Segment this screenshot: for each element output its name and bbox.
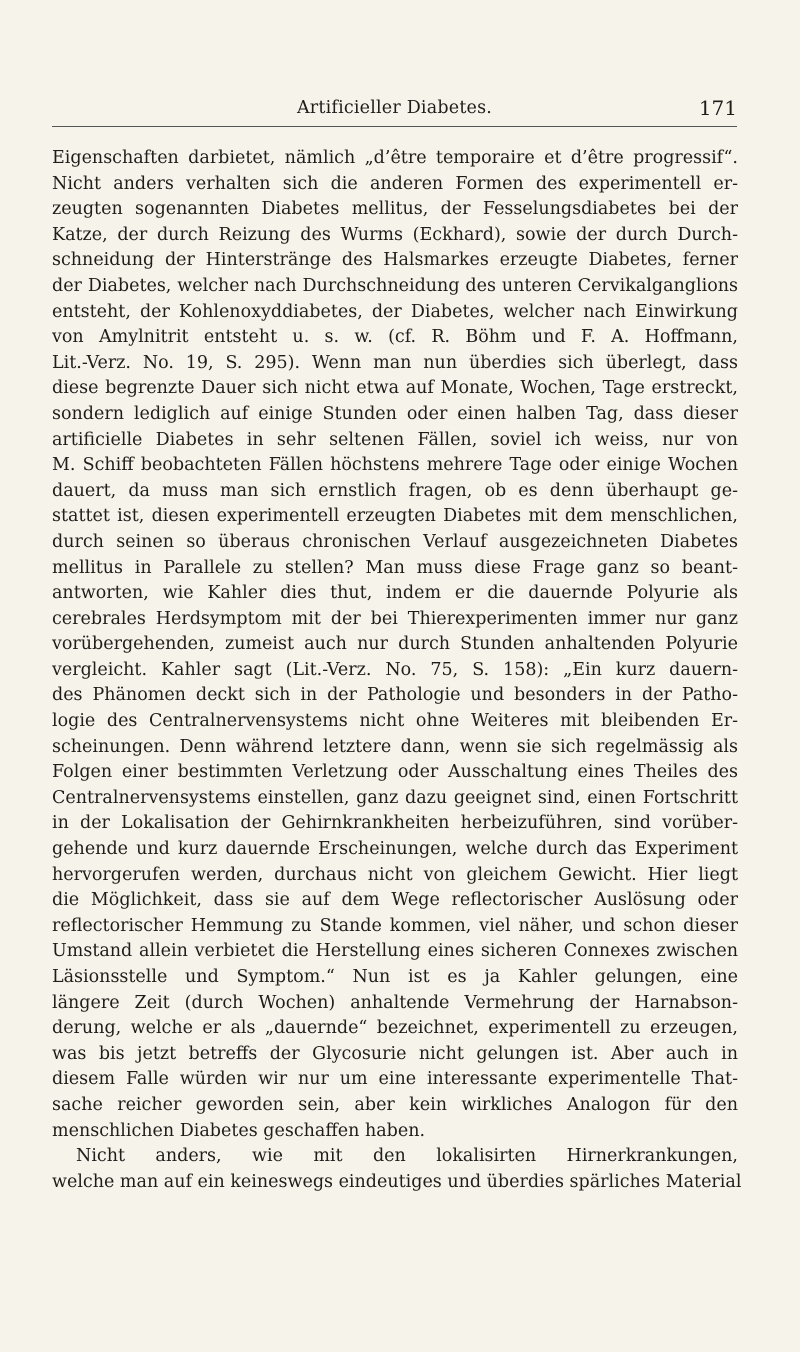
- text-line: des Phänomen deckt sich in der Pathologie und besonders in der Patho-: [52, 685, 738, 706]
- text-line: entsteht, der Kohlenoxyddiabetes, der Diabetes, welcher nach Einwirkung: [52, 301, 738, 322]
- text-line: cerebrales Herdsymptom mit der bei Thierexperimenten immer nur ganz: [52, 608, 738, 629]
- text-line: Umstand allein verbietet die Herstellung eines sicheren Connexes zwischen: [52, 941, 738, 962]
- text-line: scheinungen. Denn während letztere dann, wenn sie sich regelmässig als: [52, 736, 738, 757]
- text-line: welche man auf ein keineswegs eindeutiges und überdies spärliches Material: [52, 1171, 742, 1192]
- text-line: vorübergehenden, zumeist auch nur durch Stunden anhaltenden Polyurie: [52, 634, 738, 655]
- running-title: Artificieller Diabetes.: [296, 98, 493, 118]
- text-line: Folgen einer bestimmten Verletzung oder Ausschaltung eines Theiles des: [52, 762, 738, 783]
- text-line: Läsionsstelle und Symptom.“ Nun ist es ja Kahler gelungen, eine: [52, 967, 738, 987]
- text-line: hervorgerufen werden, durchaus nicht von gleichem Gewicht. Hier liegt: [52, 864, 738, 885]
- text-line: M. Schiff beobachteten Fällen höchstens mehrere Tage oder einige Wochen: [52, 455, 738, 476]
- text-line: gehende und kurz dauernde Erscheinungen, welche durch das Experiment: [52, 839, 738, 860]
- body-text: [52, 146, 742, 1195]
- text-line: dauert, da muss man sich ernstlich fragen, ob es denn überhaupt ge-: [52, 480, 738, 501]
- text-line: durch seinen so überaus chronischen Verlauf ausgezeichneten Diabetes: [52, 531, 738, 552]
- text-line: diesem Falle würden wir nur um eine interessante experimentelle That-: [52, 1069, 738, 1090]
- text-line: reflectorischer Hemmung zu Stande kommen, viel näher, und schon dieser: [52, 915, 738, 936]
- text-line: artificielle Diabetes in sehr seltenen Fällen, soviel ich weiss, nur von: [52, 429, 738, 450]
- text-line: sache reicher geworden sein, aber kein wirkliches Analogon für den: [52, 1094, 738, 1115]
- text-line: Centralnervensystems einstellen, ganz dazu geeignet sind, einen Fortschritt: [52, 787, 738, 808]
- text-line: sondern lediglich auf einige Stunden oder einen halben Tag, dass dieser: [52, 403, 738, 424]
- text-line: antworten, wie Kahler dies thut, indem er die dauernde Polyurie als: [52, 583, 738, 604]
- text-line: in der Lokalisation der Gehirnkrankheiten herbeizuführen, sind vorüber-: [52, 813, 738, 834]
- text-line: logie des Centralnervensystems nicht ohne Weiteres mit bleibenden Er-: [52, 711, 738, 732]
- text-line: längere Zeit (durch Wochen) anhaltende Vermehrung der Harnabson-: [52, 992, 738, 1013]
- text-line: stattet ist, diesen experimentell erzeugten Diabetes mit dem menschlichen,: [52, 506, 738, 527]
- text-line: diese begrenzte Dauer sich nicht etwa auf Monate, Wochen, Tage erstreckt,: [52, 378, 738, 399]
- text-line: was bis jetzt betreffs der Glycosurie nicht gelungen ist. Aber auch in: [52, 1043, 738, 1064]
- text-line: Lit.-Verz. No. 19, S. 295). Wenn man nun überdies sich überlegt, dass: [52, 352, 738, 373]
- text-line: Eigenschaften darbietet, nämlich „d’être temporaire et d’être progressif“.: [52, 148, 738, 168]
- text-line: derung, welche er als „dauernde“ bezeichnet, experimentell zu erzeugen,: [52, 1018, 738, 1039]
- text-line: die Möglichkeit, dass sie auf dem Wege reflectorischer Auslösung oder: [52, 890, 738, 911]
- text-line: mellitus in Parallele zu stellen? Man muss diese Frage ganz so beant-: [52, 557, 738, 578]
- text-line: Nicht anders, wie mit den lokalisirten Hirnerkrankungen,: [76, 1146, 738, 1167]
- text-line: der Diabetes, welcher nach Durchschneidung des unteren Cervikalganglions: [52, 275, 738, 296]
- text-line: menschlichen Diabetes geschaffen haben.: [52, 1120, 426, 1141]
- text-line: schneidung der Hinterstränge des Halsmarkes erzeugte Diabetes, ferner: [52, 250, 738, 271]
- text-line: zeugten sogenannten Diabetes mellitus, der Fesselungsdiabetes bei der: [52, 199, 738, 220]
- text-line: Katze, der durch Reizung des Wurms (Eckhard), sowie der durch Durch-: [52, 224, 738, 245]
- text-line: von Amylnitrit entsteht u. s. w. (cf. R. Böhm und F. A. Hoffmann,: [52, 327, 738, 348]
- page-number: 171: [698, 96, 737, 120]
- text-line: vergleicht. Kahler sagt (Lit.-Verz. No. 75, S. 158): „Ein kurz dauern-: [52, 659, 738, 680]
- page-header: [52, 96, 737, 127]
- text-line: Nicht anders verhalten sich die anderen Formen des experimentell er-: [52, 173, 738, 194]
